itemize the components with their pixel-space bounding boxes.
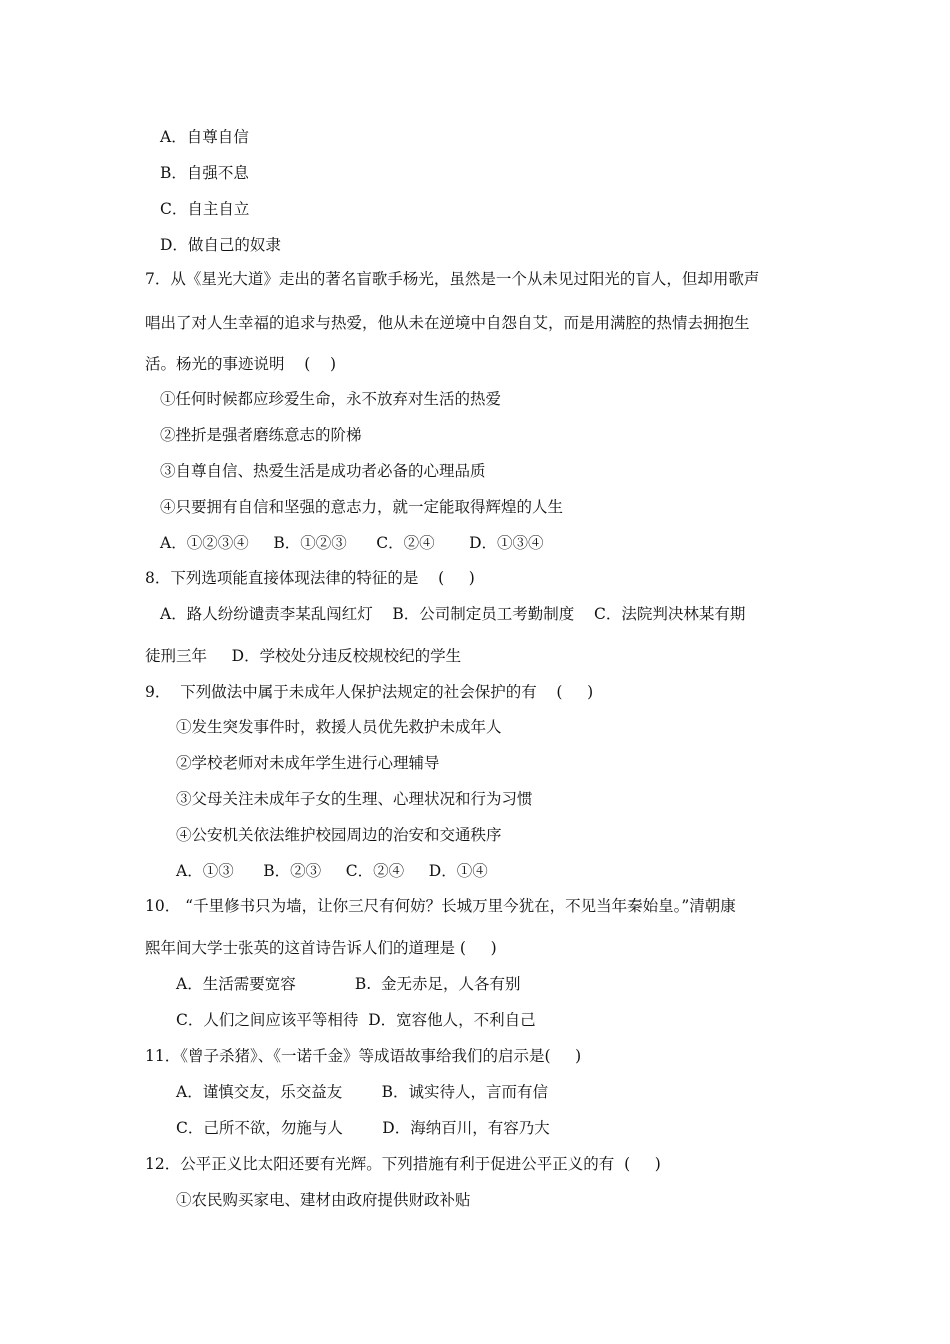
q8-options-line-1: A．路人纷纷谴责李某乱闯红灯 B．公司制定员工考勤制度 C．法院判决林某有期 — [160, 605, 746, 623]
q11-options-cd: C．己所不欲，勿施与人 D．海纳百川，有容乃大 — [176, 1119, 550, 1137]
q10-stem-line-2: 熙年间大学士张英的这首诗告诉人们的道理是 ( ) — [145, 939, 497, 957]
q6-option-a: A．自尊自信 — [160, 128, 249, 146]
q9-statement-2: ②学校老师对未成年学生进行心理辅导 — [176, 754, 440, 772]
q11-stem: 11．《曾子杀猪》、《一诺千金》等成语故事给我们的启示是( ) — [145, 1047, 582, 1065]
q9-options: A．①③ B．②③ C．②④ D．①④ — [176, 862, 488, 880]
q7-stem-line-3: 活。杨光的事迹说明 ( ) — [145, 355, 337, 373]
q8-stem: 8．下列选项能直接体现法律的特征的是 ( ) — [145, 569, 475, 587]
q7-statement-1: ①任何时候都应珍爱生命，永不放弃对生活的热爱 — [160, 390, 502, 408]
q9-stem: 9． 下列做法中属于未成年人保护法规定的社会保护的有 ( ) — [145, 683, 594, 701]
q6-option-c: C．自主自立 — [160, 200, 250, 218]
q9-statement-3: ③父母关注未成年子女的生理、心理状况和行为习惯 — [176, 790, 533, 808]
q8-options-line-2: 徒刑三年 D．学校处分违反校规校纪的学生 — [145, 647, 462, 665]
q7-statement-4: ④只要拥有自信和坚强的意志力，就一定能取得辉煌的人生 — [160, 498, 564, 516]
q12-statement-1: ①农民购买家电、建材由政府提供财政补贴 — [176, 1191, 471, 1209]
q7-options: A．①②③④ B．①②③ C．②④ D．①③④ — [160, 534, 544, 552]
q11-options-ab: A．谨慎交友，乐交益友 B．诚实待人，言而有信 — [176, 1083, 549, 1101]
q6-option-d: D．做自己的奴隶 — [160, 236, 281, 254]
q9-statement-4: ④公安机关依法维护校园周边的治安和交通秩序 — [176, 826, 502, 844]
q10-stem-line-1: 10． “千里修书只为墙，让你三尺有何妨？长城万里今犹在，不见当年秦始皇。”清朝康 — [145, 897, 736, 915]
q9-statement-1: ①发生突发事件时，救援人员优先救护未成年人 — [176, 718, 502, 736]
q7-statement-2: ②挫折是强者磨练意志的阶梯 — [160, 426, 362, 444]
q7-stem-line-1: 7．从《星光大道》走出的著名盲歌手杨光，虽然是一个从未见过阳光的盲人，但却用歌声 — [145, 270, 760, 288]
q7-stem-line-2: 唱出了对人生幸福的追求与热爱，他从未在逆境中自怨自艾，而是用满腔的热情去拥抱生 — [145, 314, 750, 332]
q6-option-b: B．自强不息 — [160, 164, 249, 182]
q10-options-cd: C．人们之间应该平等相待 D．宽容他人，不利自己 — [176, 1011, 536, 1029]
q10-options-ab: A．生活需要宽容 B. 金无赤足，人各有别 — [176, 975, 521, 993]
q7-statement-3: ③自尊自信、热爱生活是成功者必备的心理品质 — [160, 462, 486, 480]
q12-stem: 12．公平正义比太阳还要有光辉。下列措施有利于促进公平正义的有 ( ) — [145, 1155, 661, 1173]
